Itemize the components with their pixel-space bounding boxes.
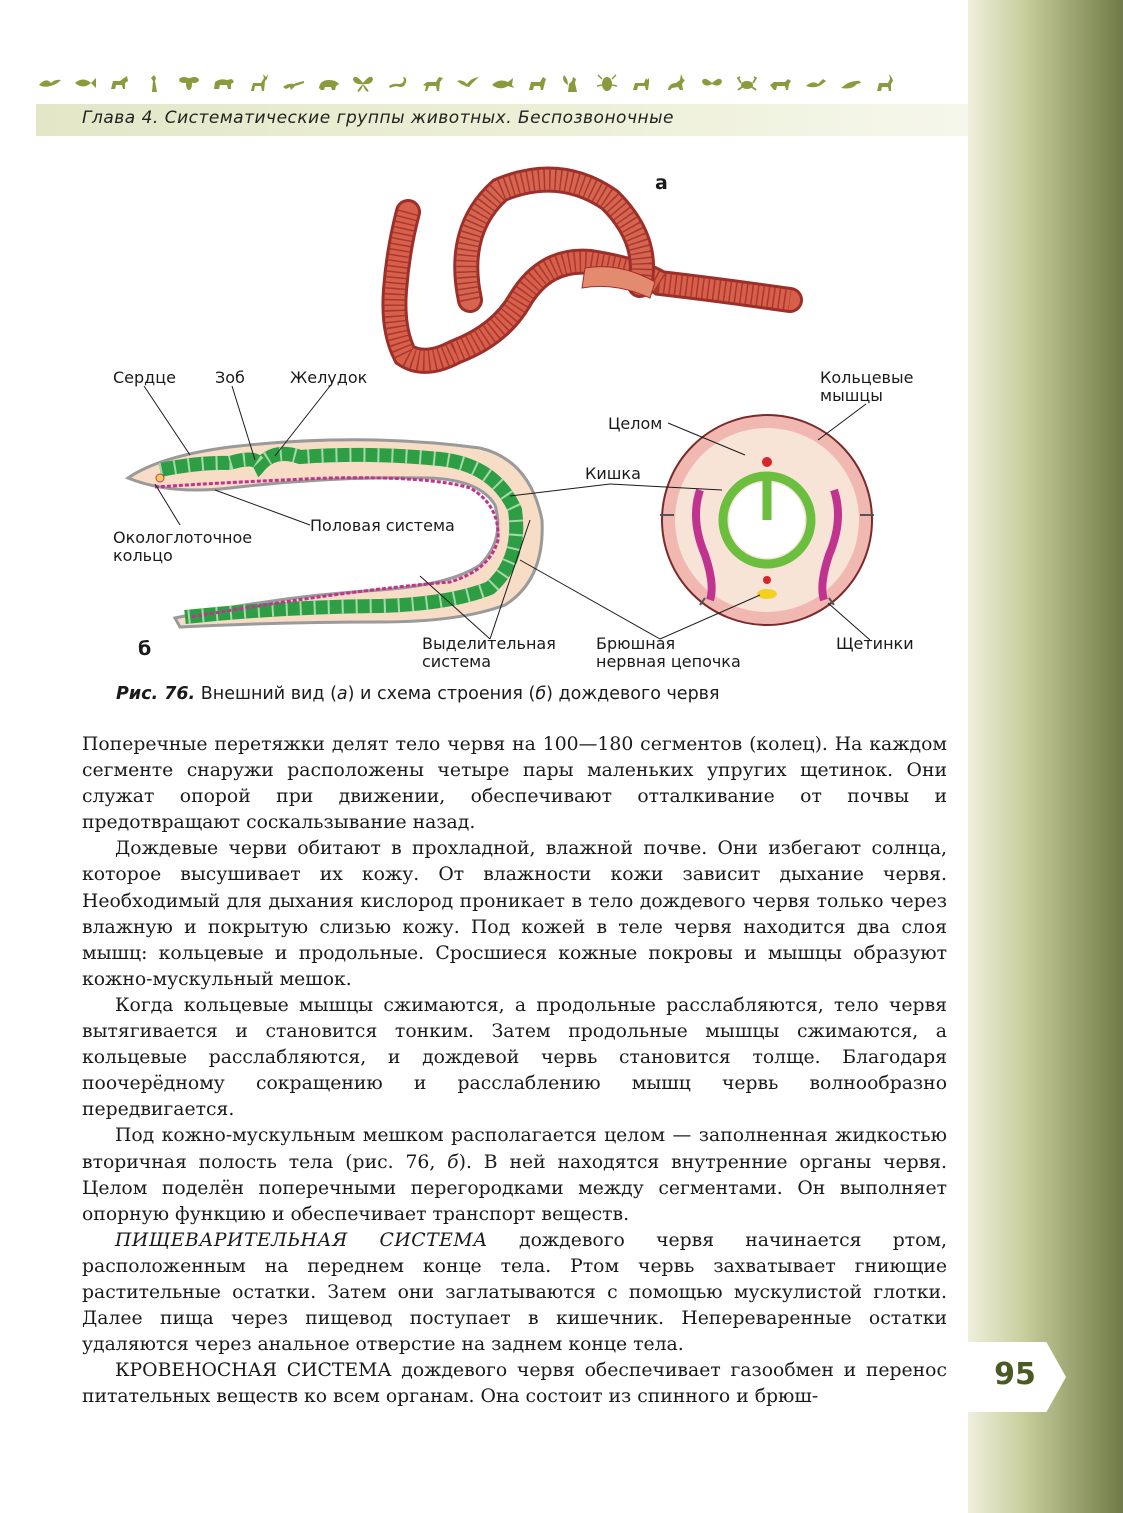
label-setae: Щетинки	[836, 634, 914, 653]
label-coelom: Целом	[608, 414, 663, 433]
worm-cross-section	[660, 415, 874, 625]
worm-external-view	[394, 180, 790, 361]
label-ring-muscles-2: мышцы	[820, 386, 883, 405]
paragraph-4-figure-ref: б	[447, 1151, 459, 1173]
paragraph-1: Поперечные перетяжки делят тело червя на 100—180 сегментов (колец). На каждом сегменте снаружи расположены четыре пары маленьких упругих щетинок. Они служат опорой при движении, обеспечивают отталкивание от почвы и предотвращают соскальзывание назад.	[82, 734, 947, 834]
label-ventral-chain-2: нервная цепочка	[596, 652, 741, 671]
paragraph-5-text: дождевого червя начинается ртом, расположенным на переднем конце тела. Ртом червь захватывает гниющие растительные остатки. Затем они заглатываются с помощью мускулистой глотки. Далее пища через пищевод поступает в кишечник. Непереваренные остатки удаляются через анальное отверстие на заднем конце тела.	[82, 1229, 947, 1356]
caption-text-3: ) дождевого червя	[546, 684, 720, 704]
caption-a: а	[336, 684, 348, 704]
label-intestine: Кишка	[585, 464, 641, 483]
chapter-title: Глава 4. Систематические группы животных. Беспозвоночные	[82, 108, 674, 128]
subfigure-label-a: а	[655, 172, 668, 194]
label-pharyngeal-ring-2: кольцо	[113, 546, 173, 565]
label-ring-muscles-1: Кольцевые	[820, 368, 914, 387]
term-digestive-system: ПИЩЕВАРИТЕЛЬНАЯ СИСТЕМА	[115, 1229, 488, 1251]
caption-number: Рис. 76.	[116, 684, 196, 704]
caption-text-2: ) и схема строения (	[347, 684, 536, 704]
figure-caption	[116, 684, 720, 704]
term-circulatory-system: КРОВЕНОСНАЯ СИСТЕМА	[115, 1360, 392, 1382]
body-text	[82, 732, 947, 1410]
page-number: 95	[994, 1357, 1036, 1392]
label-heart: Сердце	[113, 368, 176, 387]
caption-b: б	[535, 684, 547, 704]
label-ventral-chain-1: Брюшная	[596, 634, 676, 653]
worm-figure	[0, 0, 1123, 700]
label-crop: Зоб	[215, 368, 245, 387]
paragraph-6-text: дождевого червя обеспечивает газообмен и перенос питательных веществ ко всем органам. Она состоит из спинного и брюш-	[82, 1360, 948, 1408]
label-pharyngeal-ring-1: Окологлоточное	[113, 528, 253, 547]
paragraph-4	[82, 1123, 947, 1227]
label-excretory-2: система	[422, 652, 492, 671]
paragraph-2: Дождевые черви обитают в прохладной, влажной почве. Они избегают солнца, которое высушивает их кожу. От влажности кожи зависит дыхание червя. Необходимый для дыхания кислород проникает в тело дождевого червя только через влажную и покрытую слизью кожу. Под кожей в теле червя находится два слоя мышц: кольцевые и продольные. Сросшиеся кожные покровы и мышцы образуют кожно-мускульный мешок.	[82, 838, 947, 990]
label-reproductive-system: Половая система	[310, 516, 455, 535]
paragraph-4-part-2: ). В ней находятся внутренние органы червя. Целом поделён поперечными перегородками между сегментами. Он выполняет опорную функцию и обеспечивает транспорт веществ.	[82, 1151, 947, 1225]
label-excretory-1: Выделительная	[422, 634, 556, 653]
label-stomach: Желудок	[290, 368, 368, 387]
caption-text-1: Внешний вид (	[195, 684, 337, 704]
subfigure-label-b: б	[138, 638, 152, 660]
paragraph-4-part-1: Под кожно-мускульным мешком располагается целом — заполненная жидкостью вторичная полость тела (рис. 76,	[82, 1125, 947, 1173]
paragraph-3: Когда кольцевые мышцы сжимаются, а продольные расслабляются, тело червя вытягивается и становится тонким. Затем продольные мышцы сжимаются, а кольцевые расслабляются, и дождевой червь становится толще. Благодаря поочерёдному сокращению и расслаблению мышц червь волнообразно передвигается.	[82, 994, 947, 1121]
paragraph-6	[82, 1358, 947, 1410]
paragraph-5	[82, 1228, 947, 1358]
